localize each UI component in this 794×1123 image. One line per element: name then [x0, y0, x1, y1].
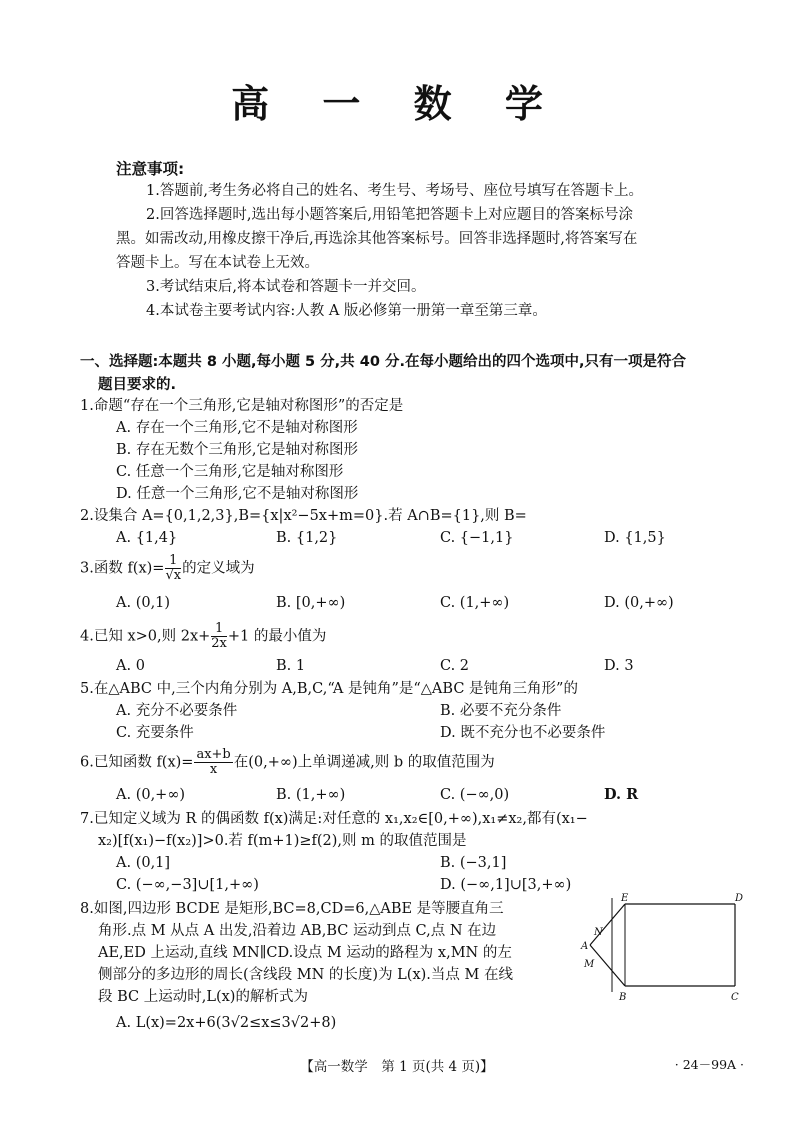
question-6-option-b: B. (1,+∞)	[276, 787, 346, 803]
question-3-option-c: C. (1,+∞)	[440, 595, 510, 611]
question-5-option-b: B. 必要不充分条件	[440, 703, 562, 719]
question-1-stem: 1.命题“存在一个三角形,它是轴对称图形”的否定是	[80, 398, 404, 414]
question-4-stem	[80, 622, 326, 651]
notice-heading: 注意事项:	[116, 160, 185, 178]
question-4-option-d: D. 3	[604, 658, 634, 674]
question-7-option-a: A. (0,1]	[116, 855, 171, 871]
question-6-option-c: C. (−∞,0)	[440, 787, 510, 803]
question-3-stem-prefix: 3.函数 f(x)=	[80, 560, 165, 577]
question-8-figure	[580, 892, 750, 1010]
figure-label-n: N	[594, 927, 603, 938]
notice-item-2-line-2: 黑。如需改动,用橡皮擦干净后,再选涂其他答案标号。回答非选择题时,将答案写在	[116, 231, 638, 247]
question-3-option-b: B. [0,+∞)	[276, 595, 346, 611]
question-3-fraction	[165, 554, 181, 583]
question-8-line-3: AE,ED 上运动,直线 MN∥CD.设点 M 运动的路程为 x,MN 的左	[98, 945, 512, 961]
fraction-denominator: 2x	[211, 636, 227, 651]
question-4-option-c: C. 2	[440, 658, 470, 674]
question-5-option-c: C. 充要条件	[116, 725, 194, 741]
notice-item-1: 1.答题前,考生务必将自己的姓名、考生号、考场号、座位号填写在答题卡上。	[146, 183, 643, 199]
figure-label-a: A	[581, 941, 589, 952]
question-4-stem-suffix: +1 的最小值为	[227, 628, 327, 645]
page-footer: 【高一数学 第 1 页(共 4 页)】	[300, 1059, 494, 1075]
notice-item-2-line-3: 答题卡上。写在本试卷上无效。	[116, 255, 319, 271]
question-4-fraction	[211, 622, 227, 651]
figure-label-d: D	[735, 893, 744, 904]
figure-edge-ab	[590, 945, 625, 986]
question-6-option-a: A. (0,+∞)	[116, 787, 186, 803]
question-6-stem	[80, 748, 495, 777]
question-4-stem-prefix: 4.已知 x>0,则 2x+	[80, 628, 211, 645]
question-7-option-d: D. (−∞,1]∪[3,+∞)	[440, 877, 572, 893]
figure-label-m: M	[584, 959, 595, 970]
figure-label-b: B	[619, 992, 627, 1003]
question-6-fraction	[194, 748, 232, 777]
question-3-stem-suffix: 的定义域为	[182, 560, 255, 577]
question-8-line-1: 8.如图,四边形 BCDE 是矩形,BC=8,CD=6,△ABE 是等腰直角三	[80, 901, 504, 917]
figure-label-e: E	[621, 893, 629, 904]
question-3-option-d: D. (0,+∞)	[604, 595, 674, 611]
paper-code: · 24－99A ·	[674, 1057, 744, 1072]
question-2-option-a: A. {1,4}	[116, 530, 178, 546]
fraction-denominator: x	[209, 762, 218, 777]
fraction-numerator: 1	[165, 554, 181, 569]
question-5-option-d: D. 既不充分也不必要条件	[440, 725, 606, 741]
question-5-option-a: A. 充分不必要条件	[116, 703, 238, 719]
fraction-denominator: √x	[165, 568, 182, 583]
question-2-option-d: D. {1,5}	[604, 530, 666, 546]
page-title: 高 一 数 学	[231, 82, 563, 126]
fraction-numerator: 1	[211, 622, 227, 637]
question-3-option-a: A. (0,1)	[116, 595, 171, 611]
question-8-option-a: A. L(x)=2x+6(3√2≤x≤3√2+8)	[116, 1015, 337, 1031]
question-7-option-c: C. (−∞,−3]∪[1,+∞)	[116, 877, 259, 893]
question-8-line-2: 角形.点 M 从点 A 出发,沿着边 AB,BC 运动到点 C,点 N 在边	[98, 923, 497, 939]
section-heading-line-1: 一、选择题:本题共 8 小题,每小题 5 分,共 40 分.在每小题给出的四个选项中,只有一项是符合	[80, 354, 686, 370]
question-4-option-b: B. 1	[276, 658, 306, 674]
question-2-option-c: C. {−1,1}	[440, 530, 514, 546]
question-2-option-b: B. {1,2}	[276, 530, 338, 546]
question-1-option-c: C. 任意一个三角形,它是轴对称图形	[116, 464, 344, 480]
question-2-stem: 2.设集合 A={0,1,2,3},B={x|x²−5x+m=0}.若 A∩B={1},则 B=	[80, 508, 527, 524]
question-7-line-1: 7.已知定义域为 R 的偶函数 f(x)满足:对任意的 x₁,x₂∈[0,+∞),x₁≠x₂,都有(x₁−	[80, 811, 588, 827]
notice-item-3: 3.考试结束后,将本试卷和答题卡一并交回。	[146, 279, 426, 295]
question-1-option-a: A. 存在一个三角形,它不是轴对称图形	[116, 420, 358, 436]
question-5-stem: 5.在△ABC 中,三个内角分别为 A,B,C,“A 是钝角”是“△ABC 是钝角三角形”的	[80, 681, 578, 697]
figure-label-c: C	[731, 992, 739, 1003]
section-heading-line-2: 题目要求的.	[98, 377, 177, 393]
figure-edge-ae	[590, 904, 625, 945]
question-1-option-b: B. 存在无数个三角形,它是轴对称图形	[116, 442, 358, 458]
notice-item-4: 4.本试卷主要考试内容:人教 A 版必修第一册第一章至第三章。	[146, 303, 547, 319]
notice-item-2-line-1: 2.回答选择题时,选出每小题答案后,用铅笔把答题卡上对应题目的答案标号涂	[146, 207, 634, 223]
question-6-stem-prefix: 6.已知函数 f(x)=	[80, 754, 194, 771]
question-8-line-5: 段 BC 上运动时,L(x)的解析式为	[98, 989, 308, 1005]
question-6-option-d: D. R	[604, 786, 639, 803]
fraction-numerator: ax+b	[196, 747, 231, 762]
question-1-option-d: D. 任意一个三角形,它不是轴对称图形	[116, 486, 359, 502]
question-7-option-b: B. (−3,1]	[440, 855, 507, 871]
question-3-stem	[80, 554, 255, 583]
question-4-option-a: A. 0	[116, 658, 145, 674]
question-8-line-4: 侧部分的多边形的周长(含线段 MN 的长度)为 L(x).当点 M 在线	[98, 967, 513, 983]
question-6-stem-suffix: 在(0,+∞)上单调递减,则 b 的取值范围为	[233, 754, 495, 771]
question-7-line-2: x₂)[f(x₁)−f(x₂)]>0.若 f(m+1)≥f(2),则 m 的取值范围是	[98, 833, 467, 849]
